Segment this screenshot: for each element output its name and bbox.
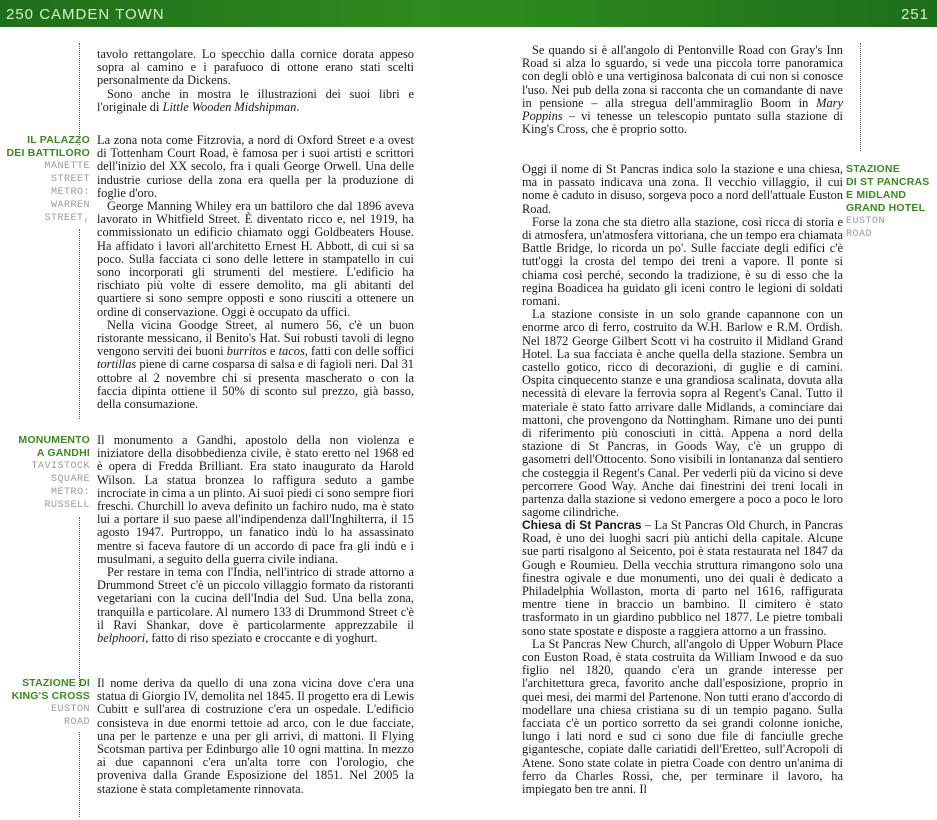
margin-rule <box>860 43 861 151</box>
section-title: A GANDHI <box>36 447 90 459</box>
address: MANETTE <box>44 161 90 172</box>
paragraph: Per restare in tema con l'India, nell'intrico di strade attorno a Drummond Street c'è un piccolo villaggio formato da ristoranti vegetariani con la cucina dell'India del Sud. Una bella zona, tranquilla e particolare. Al numero 133 di Drummond Street c'è il Ravi Shankar, dove è particolarmente apprezzabile il belphoori, fatto di riso speziato e croccante e di yoghurt. <box>97 565 414 646</box>
section-title: STAZIONE DI <box>22 677 90 689</box>
st-pancras-section <box>522 163 843 519</box>
left-page-header: 250 CAMDEN TOWN <box>6 6 165 23</box>
section-title: E MIDLAND <box>846 189 907 201</box>
section-title: GRAND HOTEL <box>846 202 926 214</box>
address: ROAD <box>846 229 873 240</box>
paragraph: Il monumento a Gandhi, apostolo della non violenza e iniziatore della disobbedienza civile, è stato eretto nel 1968 ed è opera di Fredda Brilliant. Era stato inaugurato da Harold Wilson. La statua bronzea lo raffigura seduto a gambe incrociate in cima a un plinto. Ai suoi piedi ci sono sempre fiori freschi. Churchill lo aveva definito un fachiro nudo, ma è stato lui a portare il suo paese all'indipendenza dall'Inghilterra, il 15 agosto 1947. Purtroppo, un fanatico indù lo ha assassinato mentre si faceva fautore di un accordo di pace fra gli indù e i musulmani, a seguito della guerra civile indiana. <box>97 433 414 566</box>
address: SQUARE <box>50 474 90 485</box>
paragraph: La St Pancras New Church, all'angolo di Upper Woburn Place con Euston Road, è stata costruita da William Inwood e da suo figlio nel 1820, quando c'era un grande interesse per l'architettura greca, favorito anche dall'esposizione, proprio in quei mesi, dei marmi del Partenone. Non tutti erano d'accordo di modellare una chiesa cristiana su di un tempio pagano. Sulla facciata c'è un portico sorretto da sei grandi colonne ioniche, lungo i lati nord e sud ci sono due file di fanciulle greche gigantesche, copiate dalle cariatidi dell'Eretteo, sull'Acropoli di Atene. Sono state colate in pietra Coade con dentro un'anima di ferro da Charles Rossi, che, per terminare il lavoro, ha impiegato ben tre anni. Il <box>522 636 843 797</box>
section-label-palazzo <box>0 134 90 225</box>
section-label-gandhi <box>0 434 90 512</box>
section-title: KING'S CROSS <box>11 690 90 702</box>
paragraph: George Manning Whiley era un battiloro che dal 1896 aveva lavorato in Whitfield Street. È diventato ricco e, nel 1919, ha commissionato un edificio chiamato oggi Goldbeaters House. Ha affidato i lavori all'architetto Ernest H. Abbott, di cui si sa poco. Sulla facciata ci sono delle lettere in stampatello in cui sono incorporati gli strumenti del mestiere. L'edificio ha rischiato più volte di essere demolito, ma gli abitanti del quartiere si sono sempre opposti e sono riusciti a ottenere un ordine di conservazione. Oggi è occupato da uffici. <box>97 199 414 319</box>
metro-station: RUSSELL <box>44 500 90 511</box>
chiesa-section <box>522 519 843 796</box>
gandhi-section <box>97 434 414 645</box>
metro-station: STREET, <box>44 213 90 224</box>
paragraph: La zona nota come Fitzrovia, a nord di Oxford Street e a ovest di Tottenham Court Road, è famosa per i suoi artisti e scrittori dell'inizio del XX secolo, fra i quali George Orwell. Una delle industrie curiose della zona era quella per la produzione di foglie d'oro. <box>97 133 414 200</box>
section-title: DEI BATTILORO <box>6 147 90 159</box>
margin-rule <box>79 229 80 419</box>
address: TAVISTOCK <box>31 461 90 472</box>
paragraph: Oggi il nome di St Pancras indica solo la stazione e una chiesa, ma in passato indicava una zona. Il vecchio villaggio, il cui nome è caduto in disuso, sorgeva poco a nord dell'attuale Euston Road. <box>522 162 843 216</box>
metro-label: METRO: <box>50 487 90 498</box>
section-label-st-pancras <box>846 163 936 241</box>
paragraph: Nella vicina Goodge Street, al numero 56, c'è un buon ristorante messicano, il Benito's Hat. Sui robusti tavoli di legno vengono serviti dei buoni burritos e tacos, fatti con delle soffici tortillas piene di carne cosparsa di salsa e di fagioli neri. Dal 31 ottobre al 2 novembre chi si presenta mascherato o con la faccia dipinta ottiene il 50% di sconto sul prezzo, già basso, della consumazione. <box>97 317 414 412</box>
paragraph: Il nome deriva da quello di una zona vicina dove c'era una statua di Giorgio IV, demolita nel 1845. Il progetto era di Lewis Cubitt e sull'area di costruzione c'era un ospedale. L'edificio consisteva in due enormi tettoie ad arco, con le due facciate, una per le partenze e una per gli arrivi, di mattoni. Il Flying Scotsman partiva per Edinburgo alle 10 ogni mattina. In mezzo ai due capannoni c'era un'alta torre con l'orologio, che proveniva dalla Grande Esposizione del 1851. Nel 2005 la stazione è stata completamente rinnovata. <box>97 676 414 796</box>
right-page-number: 251 <box>900 6 929 23</box>
address: STREET <box>50 174 90 185</box>
section-title: MONUMENTO <box>18 434 90 446</box>
section-title: DI ST PANCRAS <box>846 176 930 188</box>
running-header <box>0 0 937 27</box>
metro-station: WARREN <box>50 200 90 211</box>
kings-cross-section <box>97 677 414 796</box>
left-page <box>0 27 468 820</box>
address: EUSTON <box>846 216 886 227</box>
right-page <box>468 27 937 820</box>
section-heading: Chiesa di St Pancras <box>522 518 642 532</box>
margin-rule <box>79 732 80 817</box>
address: EUSTON <box>50 704 90 715</box>
paragraph: La stazione consiste in un solo grande capannone con un enorme arco di ferro, costruito da W.H. Barlow e R.M. Ordish. Nel 1872 George Gilbert Scott vi ha costruito il Midland Grand Hotel. La sua facciata è anche quella della stazione. Sembra un castello gotico, ricco di decorazioni, di guglie e di camini. Ospita cinquecento stanze e una grandiosa scalinata, dovuta alla necessità di elevare la ferrovia sopra al Regent's Canal. Tutto il materiale è stato fatto arrivare dalle Midlands, a cominciare dai mattoni, che provengono da Nottingham. Rimane uno dei punti di riferimento più conosciuti in città. Appena a nord della stazione di St Pancras, in Goods Way, c'è un gruppo di gasometri dell'Ottocento. Sono visibili in lontananza dal sentiero che costeggia il Regent's Canal. Per vederli più da vicino si deve percorrere Good Way. Anche dai finestrini dei treni locali in partenza dalla stazione si vedono emergere a poco a poco le loro sagome cilindriche. <box>522 307 843 520</box>
palazzo-section <box>97 134 414 411</box>
section-title: STAZIONE <box>846 163 900 175</box>
paragraph: Se quando si è all'angolo di Pentonville Road con Gray's Inn Road si alza lo sguardo, si vede una piccola torre panoramica con degli oblò e una vertiginosa balconata di cui non si conosce l'uso. Nei pub della zona si racconta che un comandante di nave in pensione – alla stregua dell'ammiraglio Boom in Mary Poppins – vi tenesse un telescopio puntato sulla stazione di King's Cross, che è proprio sotto. <box>522 43 843 137</box>
margin-rule <box>79 517 80 687</box>
intro-section <box>97 48 414 114</box>
intro-section <box>522 44 843 136</box>
paragraph: Chiesa di St Pancras – La St Pancras Old Church, in Pancras Road, è uno dei luoghi sacri più antichi della capitale. Alcune sue parti risalgono al Seicento, poi è stata restaurata nel 1847 da Gough e Roumieu. Della vecchia struttura rimangono solo una finestra ogivale e due monumenti, uno dei quali è dedicato a Philadelphia Wollaston, morta di parto nel 1616, raffigurata mentre tiene in braccio un bambino. Il cimitero è stato trasformato in un giardino pubblico nel 1877. Le pietre tombali sono state spostate e disposte a raggiera attorno a un frassino. <box>522 518 843 638</box>
paragraph: tavolo rettangolare. Lo specchio dalla cornice dorata appeso sopra al camino e i parafuoco di ottone erano stati scelti personalmente da Dickens. <box>97 47 414 88</box>
metro-label: METRO: <box>50 187 90 198</box>
paragraph: Sono anche in mostra le illustrazioni dei suoi libri e l'originale di Little Wooden Midshipman. <box>97 86 414 114</box>
address: ROAD <box>63 717 90 728</box>
section-title: IL PALAZZO <box>27 134 90 146</box>
paragraph: Forse la zona che sta dietro alla stazione, così ricca di storia e di atmosfera, un'atmosfera vittoriana, che un tempo era chiamata Battle Bridge, lo ricorda un po'. Sulle facciate degli edifici c'è tutt'oggi la crosta del tempo dei treni a vapore. Il ponte si chiama così perché, secondo la tradizione, è su di esso che la regina Boadicea ha guidato gli iceni contro le legioni di soldati romani. <box>522 214 843 309</box>
margin-rule <box>79 43 80 145</box>
section-label-kings-cross <box>0 677 90 729</box>
